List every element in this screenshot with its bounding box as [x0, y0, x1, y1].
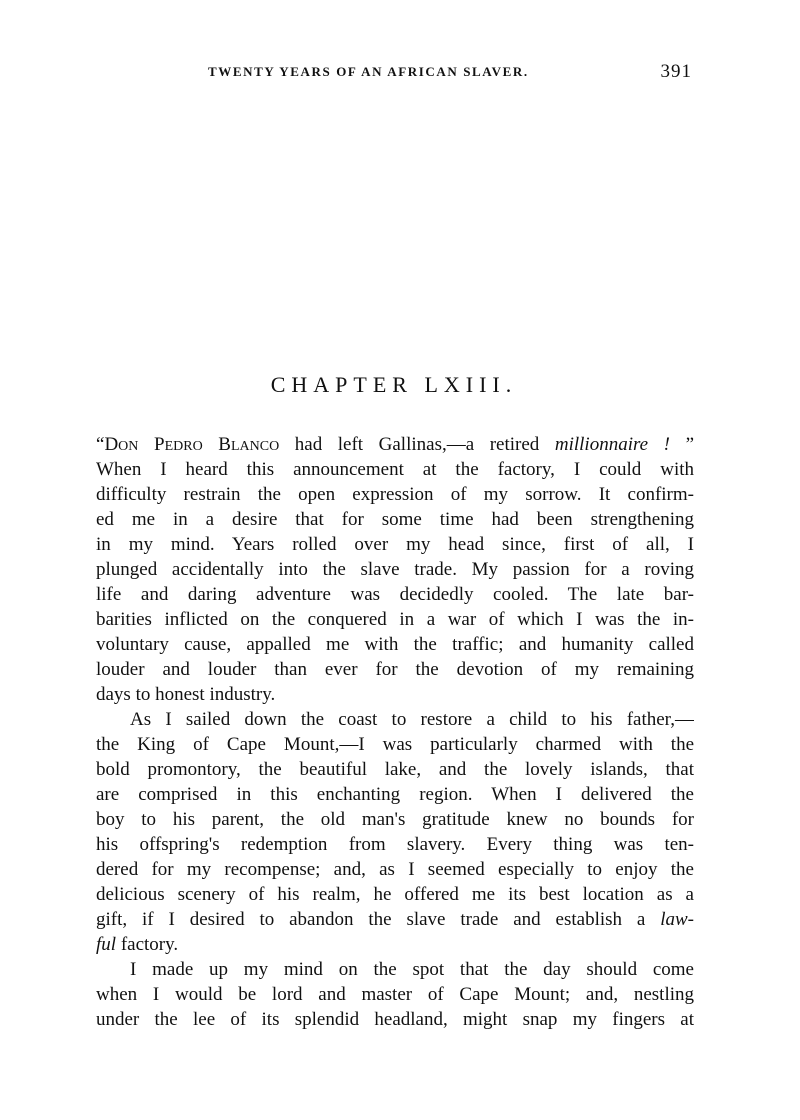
- text-line: in my mind. Years rolled over my head since, first of all, I: [96, 534, 694, 555]
- text-line: delicious scenery of his realm, he offered me its best location as a: [96, 884, 694, 905]
- small-caps-initial: B: [218, 434, 231, 455]
- text-line: When I heard this announcement at the factory, I could with: [96, 459, 694, 480]
- text-line: life and daring adventure was decidedly cooled. The late bar-: [96, 584, 694, 605]
- text-line: difficulty restrain the open expression of my sorrow. It confirm-: [96, 484, 694, 505]
- text-line: under the lee of its splendid headland, might snap my fingers at: [96, 1009, 694, 1030]
- text-line: plunged accidentally into the slave trade. My passion for a roving: [96, 559, 694, 580]
- paragraph-2: [96, 707, 694, 957]
- text-line: louder and louder than ever for the devotion of my remaining: [96, 659, 694, 680]
- space: [203, 434, 219, 455]
- text-line: are comprised in this enchanting region. When I delivered the: [96, 784, 694, 805]
- running-title: TWENTY YEARS OF AN AFRICAN SLAVER.: [208, 64, 529, 79]
- text-line: the King of Cape Mount,—I was particularly charmed with the: [96, 734, 694, 755]
- text-line: [96, 932, 694, 957]
- italic-text: ful: [96, 934, 117, 955]
- text-line: bold promontory, the beautiful lake, and the lovely islands, that: [96, 759, 694, 780]
- paragraph-3: [96, 957, 694, 1032]
- text-run: gift, if I desired to abandon the slave trade and establish a: [96, 909, 661, 930]
- text-line: ed me in a desire that for some time had been strengthening: [96, 509, 694, 530]
- text-line: As I sailed down the coast to restore a child to his father,—: [130, 709, 694, 730]
- small-caps-rest: ON: [118, 439, 139, 454]
- text-run: had left Gallinas,—a retired: [279, 434, 555, 455]
- chapter-heading: CHAPTER LXIII.: [270, 372, 518, 397]
- small-caps-rest: EDRO: [164, 439, 203, 454]
- space: [138, 434, 154, 455]
- text-line: barities inflicted on the conquered in a war of which I was the in-: [96, 609, 694, 630]
- italic-text: millionnaire !: [554, 434, 670, 455]
- small-caps-rest: LANCO: [230, 439, 280, 454]
- running-head: [96, 61, 692, 86]
- text-run: factory.: [116, 934, 179, 955]
- body-text: [96, 432, 694, 1032]
- text-line: days to honest industry.: [96, 684, 276, 705]
- text-line: when I would be lord and master of Cape Mount; and, nestling: [96, 984, 694, 1005]
- open-quote: “: [96, 434, 105, 455]
- paragraph-1: [96, 432, 694, 707]
- text-line: [96, 432, 694, 457]
- close-quote: ”: [670, 434, 694, 455]
- text-line: his offspring's redemption from slavery. Every thing was ten-: [96, 834, 694, 855]
- italic-text: law-: [660, 909, 694, 930]
- small-caps-initial: D: [104, 434, 119, 455]
- text-line: boy to his parent, the old man's gratitude knew no bounds for: [96, 809, 694, 830]
- text-line: I made up my mind on the spot that the day should come: [130, 959, 694, 980]
- text-line: dered for my recompense; and, as I seemed especially to enjoy the: [96, 859, 694, 880]
- page-number: 391: [660, 61, 692, 82]
- text-line: voluntary cause, appalled me with the traffic; and humanity called: [96, 634, 694, 655]
- text-line: [96, 907, 694, 932]
- small-caps-initial: P: [153, 434, 165, 455]
